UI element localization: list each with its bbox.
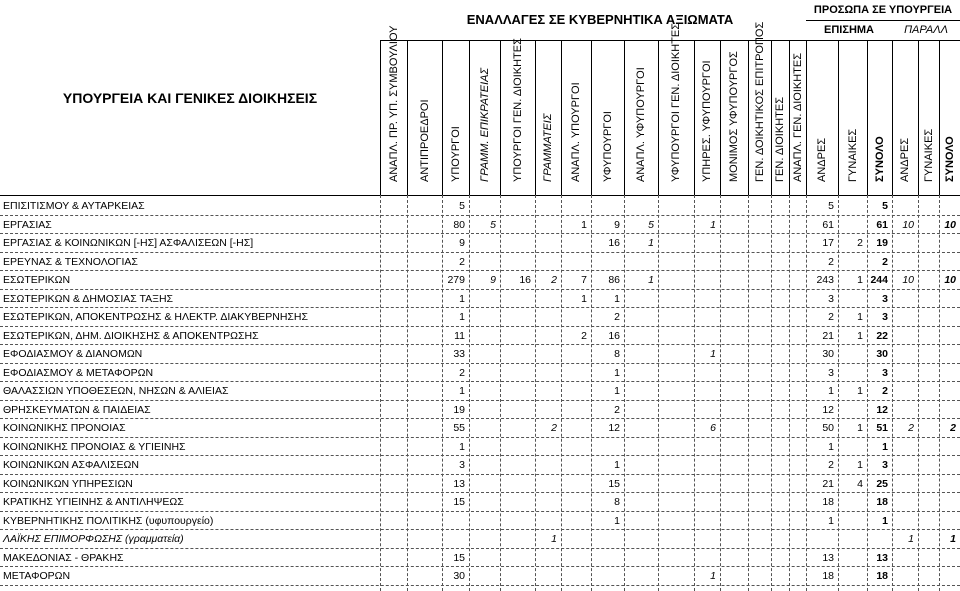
table-cell: 17 <box>822 237 834 249</box>
header-column-rule <box>380 40 381 195</box>
table-cell: 51 <box>876 422 888 434</box>
table-cell: 2 <box>614 311 620 323</box>
table-cell: 2 <box>950 422 956 434</box>
header-column-rule <box>407 40 408 195</box>
column-header <box>720 42 748 194</box>
table-cell: 2 <box>459 255 465 268</box>
row-gridline <box>0 585 960 586</box>
column-header-label: ΑΝΔΡΕΣ <box>899 137 911 182</box>
column-header <box>939 42 960 194</box>
page-title: ΥΠΟΥΡΓΕΙΑ ΚΑΙ ΓΕΝΙΚΕΣ ΔΙΟΙΚΗΣΕΙΣ <box>62 89 318 106</box>
header-column-rule <box>939 40 940 195</box>
table-cell: 13 <box>822 551 834 564</box>
table-cell: 4 <box>857 477 863 490</box>
table-cell: 3 <box>459 459 465 471</box>
header-column-rule <box>892 40 893 195</box>
row-label: ΕΣΩΤΕΡΙΚΩΝ, ΑΠΟΚΕΝΤΡΩΣΗΣ & ΗΛΕΚΤΡ. ΔΙΑΚΥΒΕΡΝΗΣΗΣ <box>3 311 308 323</box>
column-header-label: ΓΕΝ. ΔΙΟΙΚΗΤΕΣ <box>774 97 786 182</box>
table-cell: 1 <box>950 533 956 545</box>
column-header-label: ΑΝΑΠΛ. ΠΡ. ΥΠ. ΣΥΜΒΟΥΛΙΟΥ <box>387 25 400 182</box>
header-column-rule <box>658 40 659 195</box>
table-cell: 1 <box>828 440 834 453</box>
table-cell: 3 <box>882 292 888 305</box>
table-cell: 10 <box>902 218 914 231</box>
table-cell: 19 <box>453 403 465 416</box>
row-label: ΕΦΟΔΙΑΣΜΟΥ & ΜΕΤΑΦΟΡΩΝ <box>3 366 154 379</box>
table-cell: 11 <box>454 329 465 342</box>
table-cell: 50 <box>822 422 834 434</box>
table-cell: 1 <box>857 311 863 323</box>
table-cell: 16 <box>608 237 620 249</box>
column-header <box>407 42 442 194</box>
table-row <box>0 401 960 420</box>
table-cell: 8 <box>614 496 620 508</box>
table-cell: 1 <box>908 533 914 545</box>
row-label: ΜΑΚΕΔΟΝΙΑΣ - ΘΡΑΚΗΣ <box>3 551 124 564</box>
row-label: ΘΑΛΑΣΣΙΩΝ ΥΠΟΘΕΣΕΩΝ, ΝΗΣΩΝ & ΑΛΙΕΙΑΣ <box>3 385 229 397</box>
official-title: ΕΠΙΣΗΜΑ <box>824 24 874 36</box>
table-cell: 30 <box>822 348 834 360</box>
table-cell: 2 <box>581 329 587 342</box>
table-cell: 25 <box>876 477 888 490</box>
table-cell: 1 <box>648 274 654 286</box>
changes-title: ΕΝΑΛΛΑΓΕΣ ΣΕ ΚΥΒΕΡΝΗΤΙΚΑ ΑΞΙΩΜΑΤΑ <box>466 12 734 27</box>
table-cell: 1 <box>857 274 863 286</box>
row-label: ΕΦΟΔΙΑΣΜΟΥ & ΔΙΑΝΟΜΩΝ <box>3 348 143 360</box>
table-cell: 10 <box>902 274 914 286</box>
table-cell: 19 <box>876 237 888 249</box>
table-cell: 2 <box>459 366 465 379</box>
table-cell: 2 <box>551 422 557 434</box>
table-cell: 1 <box>459 440 465 453</box>
table-cell: 10 <box>944 218 956 231</box>
table-row <box>0 234 960 253</box>
column-header-label: ΥΠΟΥΡΓΟΙ ΓΕΝ. ΔΙΟΙΚΗΤΕΣ <box>511 38 524 182</box>
column-header-label: ΑΝΤΙΠΡΟΕΔΡΟΙ <box>418 99 431 182</box>
table-row <box>0 327 960 346</box>
table-cell: 3 <box>882 366 888 379</box>
row-label: ΕΣΩΤΕΡΙΚΩΝ, ΔΗΜ. ΔΙΟΙΚΗΣΗΣ & ΑΠΟΚΕΝΤΡΩΣΗΣ <box>3 329 259 342</box>
table-cell: 1 <box>581 218 587 231</box>
table-cell: 16 <box>608 329 620 342</box>
column-header-label: ΥΠΟΥΡΓΟΙ <box>449 126 462 182</box>
table-cell: 7 <box>581 274 587 286</box>
column-header-label: ΥΦΥΠΟΥΡΓΟΙ ΓΕΝ. ΔΙΟΙΚΗΤΕΣ <box>670 22 682 182</box>
table-cell: 9 <box>490 274 496 286</box>
header-column-rule <box>918 40 919 195</box>
table-cell: 1 <box>857 459 863 471</box>
column-header-label: ΑΝΔΡΕΣ <box>816 137 828 182</box>
table-cell: 1 <box>614 366 620 379</box>
header-column-rule <box>535 40 536 195</box>
header-column-rule <box>867 40 868 195</box>
table-row <box>0 475 960 494</box>
table-cell: 22 <box>876 329 888 342</box>
table-cell: 3 <box>828 292 834 305</box>
table-row <box>0 493 960 512</box>
header-column-rule <box>694 40 695 195</box>
table-cell: 15 <box>453 551 465 564</box>
column-header-label: ΓΕΝ. ΔΟΙΚΗΤΙΚΟΣ ΕΠΙΤΡΟΠΟΣ <box>753 21 766 182</box>
table-row <box>0 419 960 438</box>
table-cell: 1 <box>614 292 620 305</box>
header-column-rule <box>838 40 839 195</box>
parallel-title: ΠΑΡΑΛΛ <box>904 24 948 36</box>
table-row <box>0 549 960 568</box>
table-cell: 1 <box>551 533 557 545</box>
table-cell: 1 <box>857 385 863 397</box>
column-header <box>658 22 694 194</box>
table-row <box>0 364 960 383</box>
table-cell: 2 <box>828 255 834 268</box>
table-cell: 3 <box>882 311 888 323</box>
column-header <box>694 42 720 194</box>
column-header <box>748 21 771 194</box>
table-cell: 30 <box>453 570 465 582</box>
table-cell: 1 <box>710 570 716 582</box>
table-cell: 9 <box>614 218 620 231</box>
column-header-label: ΓΡΑΜΜ. ΕΠΙΚΡΑΤΕΙΑΣ <box>478 67 491 182</box>
table-cell: 2 <box>828 459 834 471</box>
row-label: ΕΡΕΥΝΑΣ & ΤΕΧΝΟΛΟΓΙΑΣ <box>3 255 138 268</box>
header-column-rule <box>624 40 625 195</box>
table-cell: 12 <box>876 403 888 416</box>
column-header <box>469 42 500 194</box>
table-cell: 18 <box>876 570 888 582</box>
row-label: ΕΡΓΑΣΙΑΣ & ΚΟΙΝΩΝΙΚΩΝ [-ΗΣ] ΑΣΦΑΛΙΣΕΩΝ [-ΗΣ] <box>3 237 254 249</box>
people-title: ΠΡΟΣΩΠΑ ΣΕ ΥΠΟΥΡΓΕΙΑ <box>813 4 953 16</box>
column-header <box>789 42 806 194</box>
table-cell: 5 <box>828 200 834 212</box>
table-cell: 2 <box>857 237 863 249</box>
header-column-rule <box>442 40 443 195</box>
table-row <box>0 382 960 401</box>
row-label: ΚΟΙΝΩΝΙΚΩΝ ΥΠΗΡΕΣΙΩΝ <box>3 477 133 490</box>
column-header <box>838 42 867 194</box>
table-cell: 5 <box>882 200 888 212</box>
table-cell: 1 <box>857 422 863 434</box>
table-cell: 1 <box>614 514 620 527</box>
column-header-label: ΜΟΝΙΜΟΣ ΥΦΥΠΟΥΡΓΟΣ <box>728 51 740 182</box>
column-header-label: ΑΝΑΠΛ. ΓΕΝ. ΔΙΟΙΚΗΤΕΣ <box>791 52 804 182</box>
table-row <box>0 308 960 327</box>
header-bottom-rule <box>0 195 960 196</box>
table-cell: 1 <box>648 237 654 249</box>
row-label: ΚΟΙΝΩΝΙΚΗΣ ΠΡΟΝΟΙΑΣ <box>3 422 126 434</box>
table-cell: 12 <box>822 403 834 416</box>
row-label: ΕΠΙΣΙΤΙΣΜΟΥ & ΑΥΤΑΡΚΕΙΑΣ <box>3 200 145 212</box>
table-cell: 8 <box>614 348 620 360</box>
table-cell: 1 <box>614 385 620 397</box>
row-label: ΚΟΙΝΩΝΙΚΩΝ ΑΣΦΑΛΙΣΕΩΝ <box>3 459 139 471</box>
table-row <box>0 530 960 549</box>
row-label: ΚΡΑΤΙΚΗΣ ΥΓΙΕΙΝΗΣ & ΑΝΤΙΛΗΨΕΩΣ <box>3 496 184 508</box>
header-column-rule <box>789 40 790 195</box>
table-cell: 5 <box>490 218 496 231</box>
column-header <box>535 42 561 194</box>
table-cell: 1 <box>828 385 834 397</box>
column-header <box>561 42 591 194</box>
header-column-rule <box>748 40 749 195</box>
table-cell: 3 <box>882 459 888 471</box>
table-cell: 12 <box>608 422 620 434</box>
row-label: ΛΑΪΚΗΣ ΕΠΙΜΟΡΦΩΣΗΣ (γραμματεία) <box>3 533 184 545</box>
table-row <box>0 253 960 272</box>
table-cell: 61 <box>876 218 888 231</box>
table-row <box>0 567 960 586</box>
table-cell: 1 <box>710 218 716 231</box>
table-cell: 5 <box>648 218 654 231</box>
table-cell: 1 <box>882 440 888 453</box>
table-cell: 10 <box>944 274 956 286</box>
table-cell: 1 <box>459 311 465 323</box>
table-cell: 21 <box>822 477 834 490</box>
table-cell: 1 <box>857 329 863 342</box>
table-cell: 13 <box>453 477 465 490</box>
column-header-label: ΓΥΝΑΙΚΕΣ <box>846 128 859 182</box>
row-label: ΚΥΒΕΡΝΗΤΙΚΗΣ ΠΟΛΙΤΙΚΗΣ (υφυπουργείο) <box>3 514 214 527</box>
column-header <box>867 42 892 194</box>
table-cell: 244 <box>870 274 888 286</box>
column-header-label: ΥΦΥΠΟΥΡΓΟΙ <box>601 111 614 182</box>
header-column-rule <box>500 40 501 195</box>
table-row <box>0 512 960 531</box>
table-cell: 18 <box>876 496 888 508</box>
column-header <box>624 42 658 194</box>
column-header-label: ΑΝΑΠΛ. ΥΠΟΥΡΓΟΙ <box>570 82 582 182</box>
column-header <box>442 42 469 194</box>
table-cell: 2 <box>614 403 620 416</box>
column-header <box>500 38 535 194</box>
table-cell: 1 <box>710 348 716 360</box>
table-cell: 33 <box>453 348 465 360</box>
table-cell: 6 <box>710 422 716 434</box>
header-column-rule <box>720 40 721 195</box>
column-header <box>380 25 407 194</box>
table-cell: 243 <box>816 274 834 286</box>
column-header-label: ΑΝΑΠΛ. ΥΦΥΠΟΥΡΓΟΙ <box>635 67 647 182</box>
table-cell: 55 <box>453 422 465 434</box>
table-cell: 5 <box>459 200 465 212</box>
table-cell: 30 <box>876 348 888 360</box>
table-cell: 2 <box>828 311 834 323</box>
row-label: ΕΣΩΤΕΡΙΚΩΝ & ΔΗΜΟΣΙΑΣ ΤΑΞΗΣ <box>3 292 174 305</box>
table-cell: 61 <box>822 218 834 231</box>
table-cell: 1 <box>828 514 834 527</box>
table-cell: 1 <box>882 514 888 527</box>
header-divider <box>806 20 960 21</box>
table-cell: 18 <box>822 570 834 582</box>
table-cell: 16 <box>519 274 531 286</box>
table-cell: 18 <box>822 496 834 508</box>
header-column-rule <box>469 40 470 195</box>
column-header-label: ΣΥΝΟΛΟ <box>943 136 956 182</box>
column-header <box>892 42 918 194</box>
table-cell: 1 <box>614 459 620 471</box>
table-cell: 3 <box>828 366 834 379</box>
column-header <box>771 42 789 194</box>
table-cell: 21 <box>822 329 834 342</box>
column-header-label: ΓΥΝΑΙΚΕΣ <box>922 128 935 182</box>
table-row <box>0 290 960 309</box>
column-header <box>918 42 939 194</box>
table-row <box>0 216 960 235</box>
row-label: ΚΟΙΝΩΝΙΚΗΣ ΠΡΟΝΟΙΑΣ & ΥΓΙΕΙΝΗΣ <box>3 440 186 453</box>
table-cell: 9 <box>459 237 465 249</box>
row-label: ΜΕΤΑΦΟΡΩΝ <box>3 570 71 582</box>
table-row <box>0 271 960 290</box>
table-cell: 80 <box>453 218 465 231</box>
column-header-label: ΣΥΝΟΛΟ <box>873 136 886 182</box>
table-cell: 1 <box>459 385 465 397</box>
table-row <box>0 438 960 457</box>
column-header-label: ΥΠΗΡΕΣ. ΥΦΥΠΟΥΡΓΟΙ <box>701 60 713 182</box>
header-column-rule <box>591 40 592 195</box>
table-cell: 2 <box>551 274 557 286</box>
column-header-label: ΓΡΑΜΜΑΤΕΙΣ <box>542 113 554 182</box>
table-cell: 2 <box>908 422 914 434</box>
table-row <box>0 197 960 216</box>
table-cell: 13 <box>876 551 888 564</box>
row-label: ΕΣΩΤΕΡΙΚΩΝ <box>3 274 71 286</box>
table-cell: 15 <box>608 477 620 490</box>
table-cell: 279 <box>447 274 465 286</box>
row-label: ΘΡΗΣΚΕΥΜΑΤΩΝ & ΠΑΙΔΕΙΑΣ <box>3 403 151 416</box>
table-cell: 2 <box>882 255 888 268</box>
table-cell: 2 <box>882 385 888 397</box>
header-column-rule <box>771 40 772 195</box>
table-cell: 1 <box>459 292 465 305</box>
header-column-rule <box>806 40 807 195</box>
table-cell: 15 <box>453 496 465 508</box>
header-column-rule <box>561 40 562 195</box>
table-cell: 1 <box>581 292 587 305</box>
column-header <box>806 42 838 194</box>
table-row <box>0 345 960 364</box>
table-row <box>0 456 960 475</box>
table-cell: 86 <box>608 274 620 286</box>
column-header <box>591 42 624 194</box>
row-label: ΕΡΓΑΣΙΑΣ <box>3 218 52 231</box>
